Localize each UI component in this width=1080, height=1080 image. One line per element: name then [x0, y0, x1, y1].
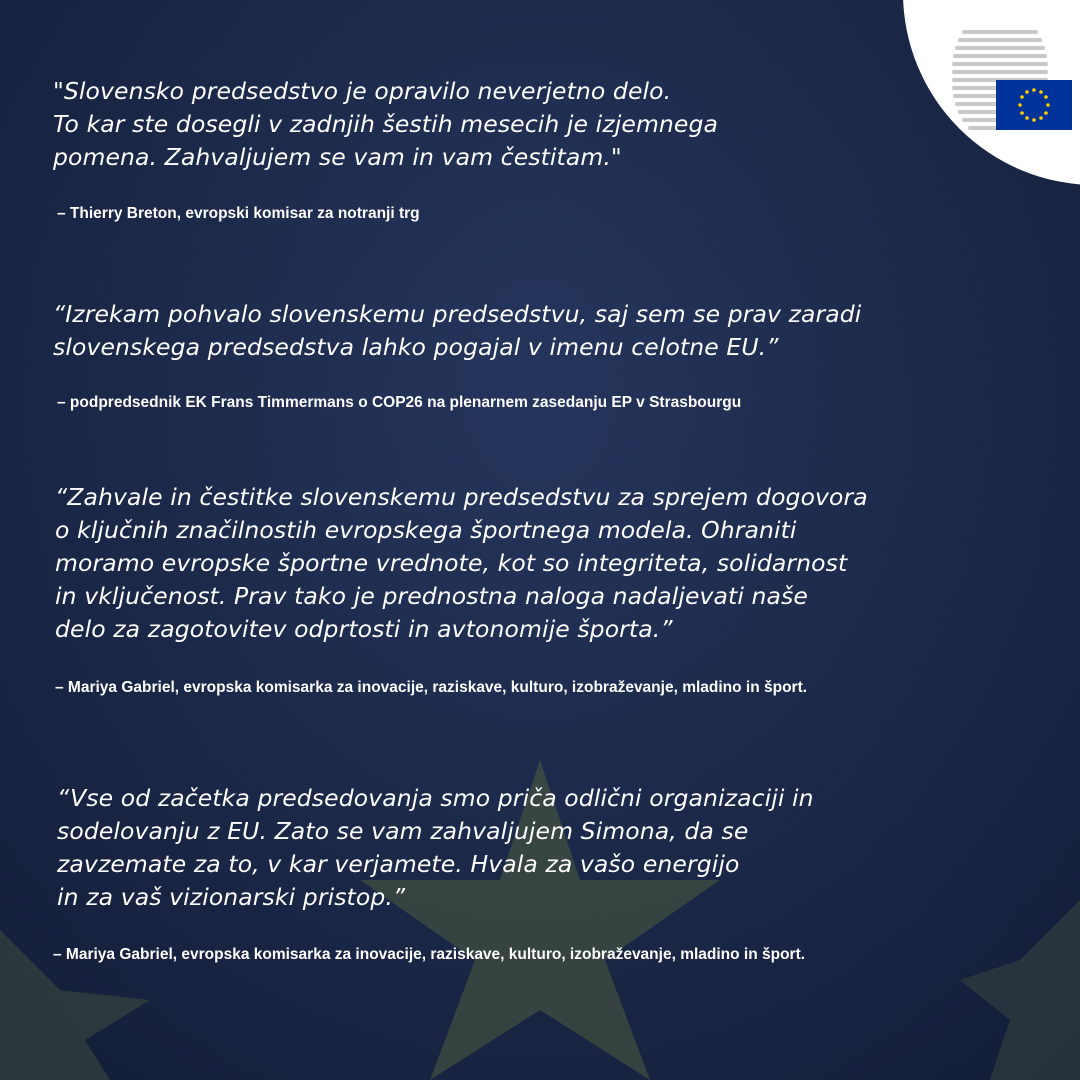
quote-2-text: “Izrekam pohvalo slovenskemu predsedstvu, saj sem se prav zaradi slovenskega predsedstva lahko pogajal v imenu celotne EU.”: [53, 300, 862, 361]
logo: [950, 26, 1075, 138]
quote-4-attribution: – Mariya Gabriel, evropska komisarka za inovacije, raziskave, kulturo, izobraževanje, mladino in šport.: [53, 946, 806, 963]
eu-council-logo-icon: [950, 26, 1075, 138]
quote-2-attribution: – podpredsednik EK Frans Timmermans o COP26 na plenarnem zasedanju EP v Strasbourgu: [57, 394, 742, 411]
quote-3-text: “Zahvale in čestitke slovenskemu predsedstvu za sprejem dogovora o ključnih značilnostih evropskega športnega modela. Ohraniti moramo evropske športne vrednote, kot so integriteta, solidarnost in vključenost. Prav tako je prednostna naloga nadaljevati naše delo za zagotovitev odprtosti in avtonomije športa.”: [55, 483, 868, 643]
quote-1-attribution: – Thierry Breton, evropski komisar za notranji trg: [57, 205, 420, 222]
quote-4-text: “Vse od začetka predsedovanja smo priča odlični organizaciji in sodelovanju z EU. Zato se vam zahvaljujem Simona, da se zavzemate za to, v kar verjamete. Hvala za vašo energijo in za vaš vizionarski pristop.”: [57, 784, 814, 911]
eu-flag-icon: [996, 80, 1072, 130]
quote-3-attribution: – Mariya Gabriel, evropska komisarka za inovacije, raziskave, kulturo, izobraževanje, mladino in šport.: [55, 679, 808, 696]
quote-1-text: "Slovensko predsedstvo je opravilo neverjetno delo. To kar ste dosegli v zadnjih šestih mesecih je izjemnega pomena. Zahvaljujem se vam in vam čestitam.": [53, 77, 718, 171]
